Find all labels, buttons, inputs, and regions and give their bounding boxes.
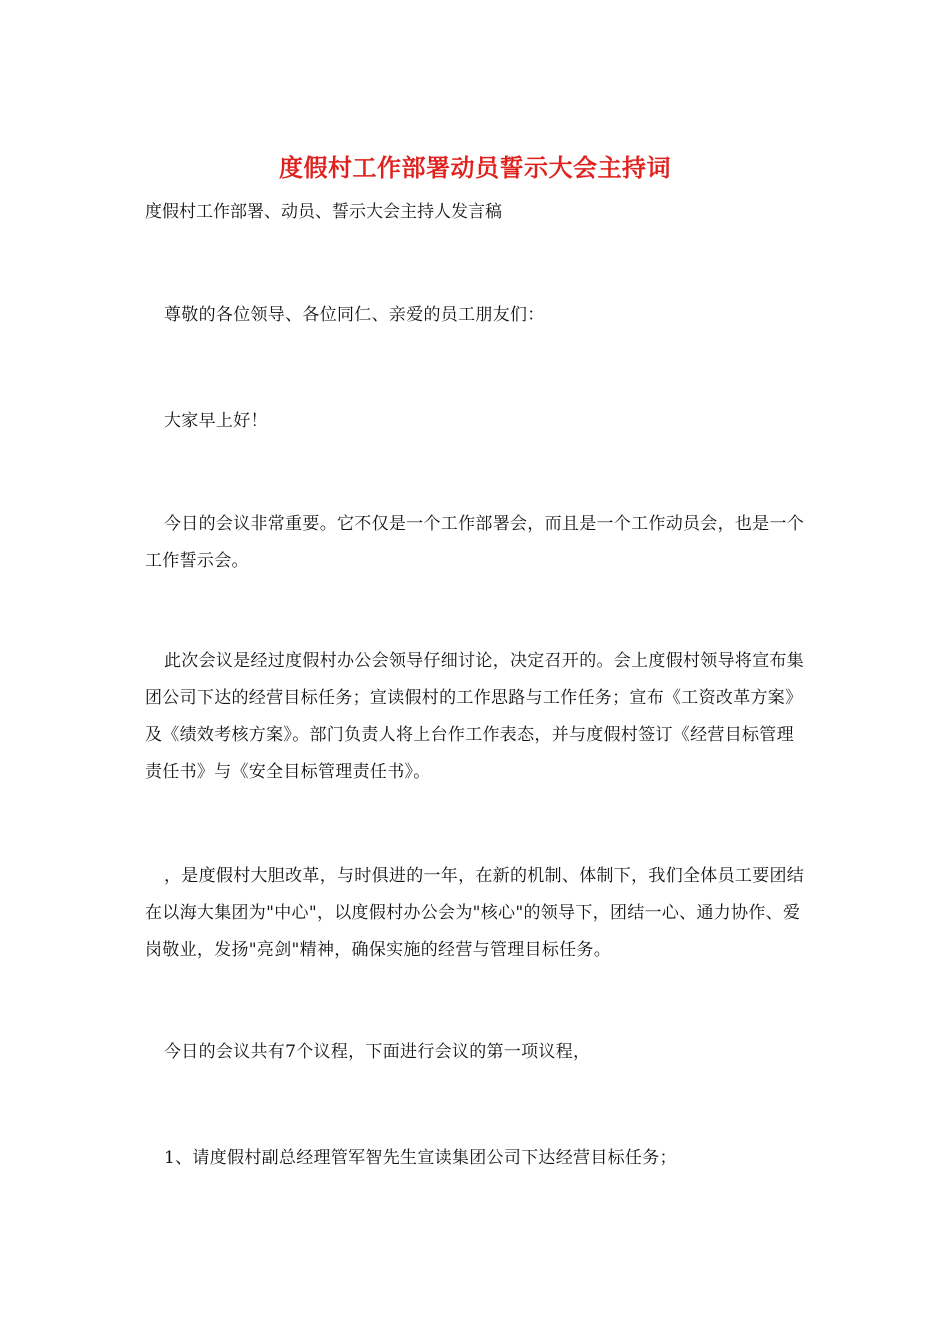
document-title: 度假村工作部署动员誓示大会主持词 <box>279 153 671 182</box>
paragraph-salutation: 尊敬的各位领导、各位同仁、亲爱的员工朋友们： <box>164 305 545 325</box>
paragraph-greeting: 大家早上好！ <box>164 411 268 431</box>
paragraph-intro: 今日的会议非常重要。它不仅是一个工作部署会，而且是一个工作动员会，也是一个工作誓示会。 <box>145 514 805 571</box>
paragraph-agenda: 今日的会议共有7个议程，下面进行会议的第一项议程， <box>164 1042 591 1062</box>
paragraph-meeting-purpose: 此次会议是经过度假村办公会领导仔细讨论，决定召开的。会上度假村领导将宣布集团公司下达的经营目标任务；宣读假村的工作思路与工作任务；宣布《工资改革方案》及《绩效考核方案》。部门负责人将上台作工作表态，并与度假村签订《经营目标管理责任书》与《安全目标管理责任书》。 <box>145 651 805 782</box>
document-subtitle: 度假村工作部署、动员、誓示大会主持人发言稿 <box>145 202 502 222</box>
paragraph-agenda-item-1: 1、请度假村副总经理管军智先生宣读集团公司下达经营目标任务； <box>164 1148 677 1168</box>
paragraph-reform: ，是度假村大胆改革，与时俱进的一年，在新的机制、体制下，我们全体员工要团结在以海大集团为"中心"，以度假村办公会为"核心"的领导下，团结一心、通力协作、爱岗敬业，发扬"亮剑"精神，确保实施的经营与管理目标任务。 <box>145 866 805 960</box>
